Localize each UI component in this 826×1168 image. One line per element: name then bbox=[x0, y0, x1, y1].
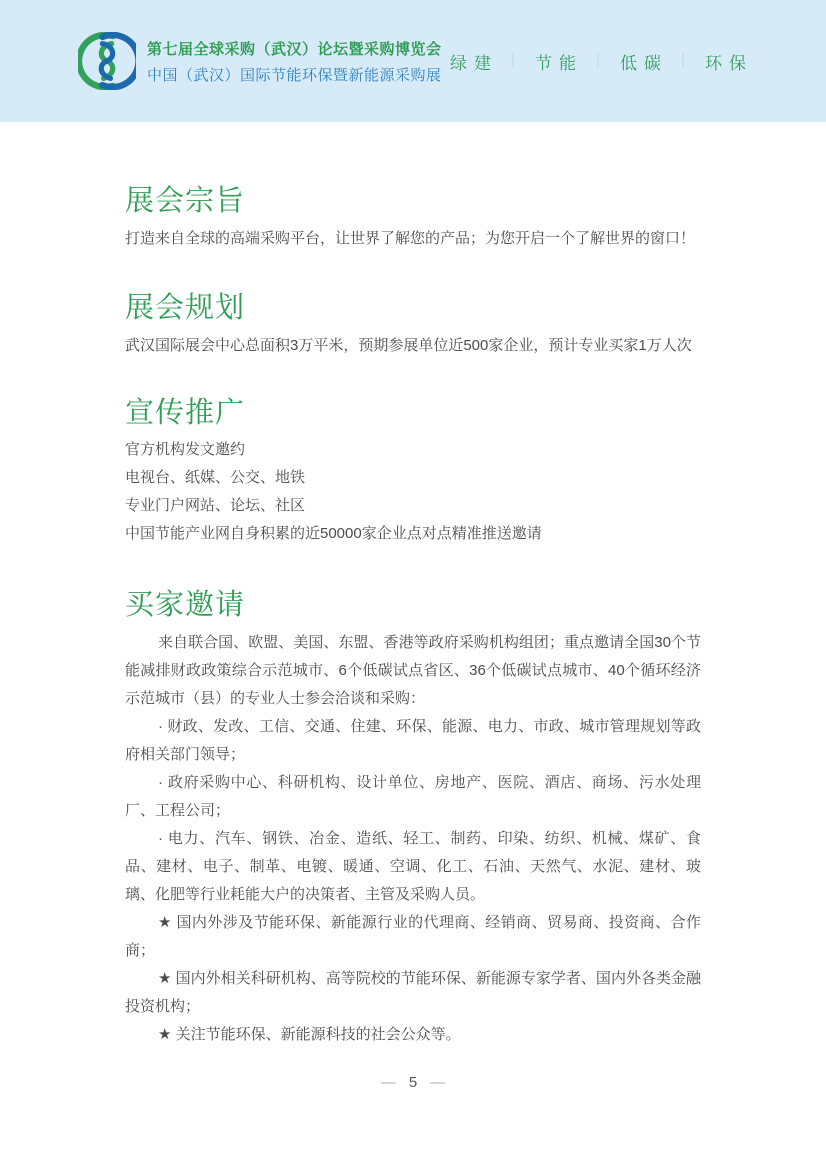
star-item: ★ 关注节能环保、新能源科技的社会公众等。 bbox=[158, 1026, 461, 1044]
keyword-environmental: 环保 bbox=[705, 53, 753, 73]
page-header bbox=[0, 0, 826, 122]
section-heading: 展会规划 bbox=[125, 291, 246, 324]
expo-logo-icon bbox=[78, 32, 136, 90]
keyword-separator: ｜ bbox=[591, 53, 605, 69]
footer-dash: — bbox=[430, 1074, 446, 1091]
brand-text bbox=[147, 38, 442, 85]
section-heading: 买家邀请 bbox=[125, 589, 246, 622]
bullet-item: · 政府采购中心、科研机构、设计单位、房地产、医院、酒店、商场、污水处理厂、工程公司； bbox=[125, 774, 701, 820]
paragraph: 中国节能产业网自身积累的近50000家企业点对点精准推送邀请 bbox=[125, 525, 542, 543]
page-footer bbox=[0, 1074, 826, 1091]
star-item: ★ 国内外涉及节能环保、新能源行业的代理商、经销商、贸易商、投资商、合作商； bbox=[125, 914, 701, 960]
brand-title: 第七届全球采购（武汉）论坛暨采购博览会 bbox=[147, 40, 442, 58]
paragraph: 来自联合国、欧盟、美国、东盟、香港等政府采购机构组团；重点邀请全国30个节能减排财政政策综合示范城市、6个低碳试点省区、36个低碳试点城市、40个循环经济示范城市（县）的专业人士参会洽谈和采购： bbox=[125, 634, 701, 708]
footer-dash: — bbox=[380, 1074, 396, 1091]
section-expo-purpose bbox=[125, 184, 701, 253]
star-item: ★ 国内外相关科研机构、高等院校的节能环保、新能源专家学者、国内外各类金融投资机构； bbox=[125, 970, 701, 1016]
paragraph: 武汉国际展会中心总面积3万平米，预期参展单位近500家企业，预计专业买家1万人次 bbox=[125, 336, 692, 354]
page-number: 5 bbox=[408, 1074, 418, 1091]
header-keywords bbox=[450, 49, 753, 74]
bullet-item: · 电力、汽车、钢铁、冶金、造纸、轻工、制药、印染、纺织、机械、煤矿、食品、建材、电子、制革、电镀、暖通、空调、化工、石油、天然气、水泥、建材、玻璃、化肥等行业耗能大户的决策者、主管及采购人员。 bbox=[125, 830, 701, 904]
paragraph: 电视台、纸媒、公交、地铁 bbox=[125, 469, 306, 487]
keyword-energy-saving: 节能 bbox=[535, 53, 583, 73]
keyword-separator: ｜ bbox=[506, 53, 520, 69]
paragraph: 专业门户网站、论坛、社区 bbox=[125, 497, 306, 515]
paragraph: 官方机构发文邀约 bbox=[125, 441, 246, 459]
page-content bbox=[125, 184, 701, 1049]
section-heading: 宣传推广 bbox=[125, 396, 246, 429]
brand bbox=[78, 32, 442, 90]
paragraph: 打造来自全球的高端采购平台，让世界了解您的产品；为您开启一个了解世界的窗口！ bbox=[125, 229, 696, 247]
section-buyer-invitation bbox=[125, 588, 701, 1049]
section-expo-plan bbox=[125, 291, 701, 360]
keyword-separator: ｜ bbox=[676, 53, 690, 69]
section-promotion bbox=[125, 396, 701, 549]
section-heading: 展会宗旨 bbox=[125, 185, 246, 217]
brand-subtitle: 中国（武汉）国际节能环保暨新能源采购展 bbox=[147, 66, 442, 84]
bullet-item: · 财政、发改、工信、交通、住建、环保、能源、电力、市政、城市管理规划等政府相关部门领导； bbox=[125, 718, 701, 764]
keyword-low-carbon: 低碳 bbox=[620, 53, 668, 73]
keyword-green-building: 绿建 bbox=[450, 53, 498, 73]
